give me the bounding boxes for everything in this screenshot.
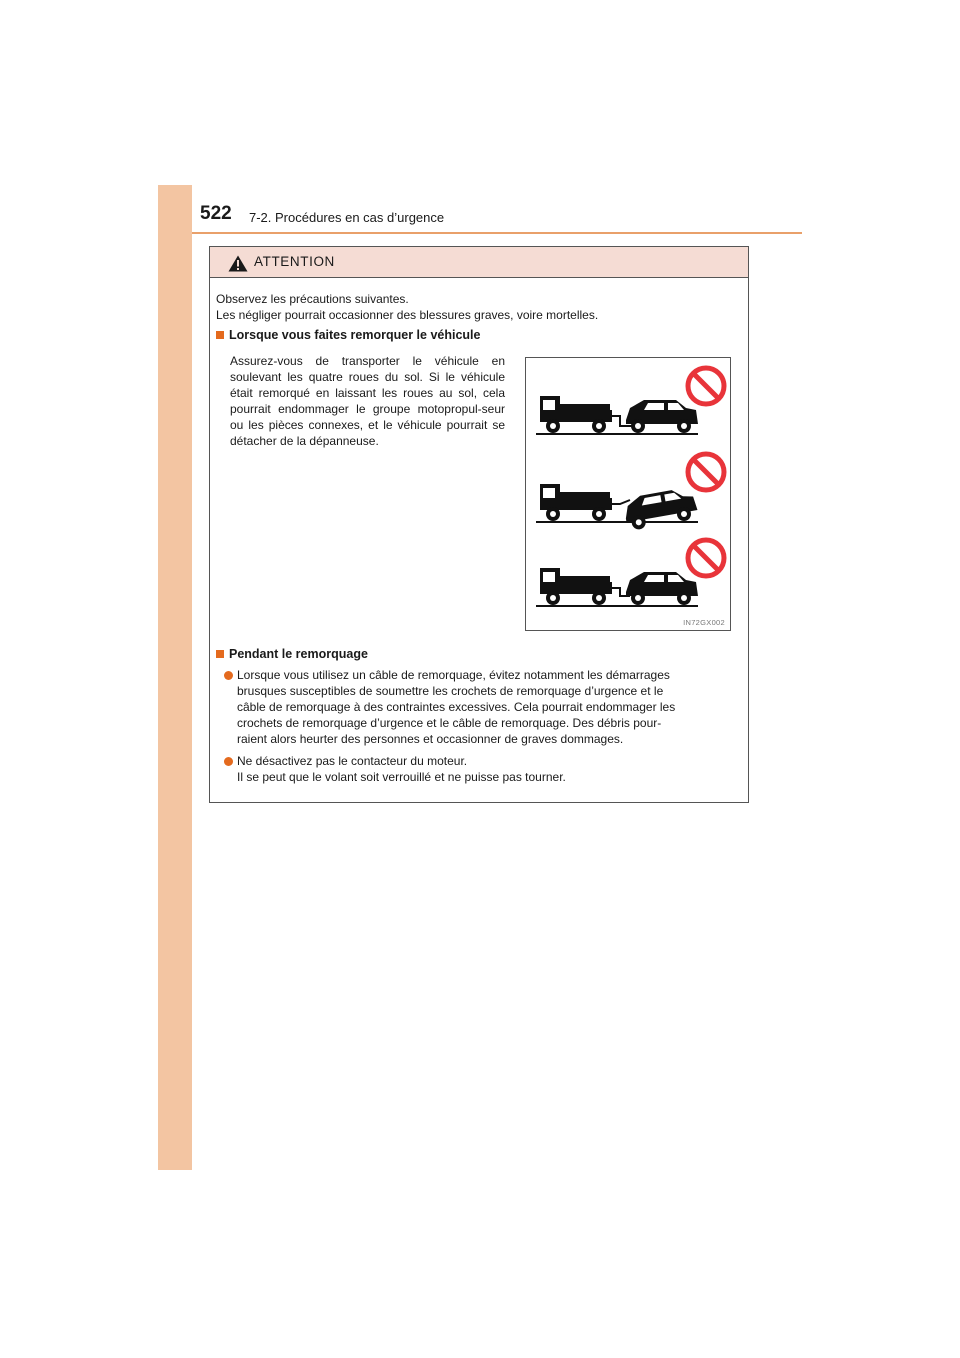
prohibition-icon (688, 454, 724, 490)
side-tab-band (158, 185, 192, 1170)
bullet-text (237, 753, 566, 785)
bullet-line: raient alors heurter des personnes et occasionner de graves dommages. (237, 732, 624, 746)
list-item (224, 667, 675, 747)
tow-scene-front-on-ground (536, 484, 699, 531)
intro-text (216, 291, 598, 323)
bullet-line: Il se peut que le volant soit verrouillé et ne puisse pas tourner. (237, 770, 566, 784)
towing-paragraph: Assurez-vous de transporter le véhicule en soulevant les quatre roues du sol. Si le véhicule était remorqué en laissant les roues au sol, cela pourrait endommager le groupe motopropul-seur ou les pièces connexes, et le véhicule pourrait se détacher de la dépanneuse. (230, 354, 505, 448)
during-towing-heading (216, 647, 368, 661)
intro-line: Les négliger pourrait occasionner des blessures graves, voire mortelles. (216, 308, 599, 322)
warning-triangle-icon (228, 255, 248, 272)
warning-title: ATTENTION (254, 254, 335, 269)
towing-illustration (525, 357, 731, 631)
circle-bullet-icon (224, 671, 233, 680)
during-towing-heading-label: Pendant le remorquage (229, 647, 368, 661)
bullet-text (237, 667, 675, 747)
page-number: 522 (200, 203, 232, 224)
towing-heading-label: Lorsque vous faites remorquer le véhicule (229, 328, 481, 342)
bullet-line: câble de remorquage à des contraintes excessives. Cela pourrait endommager les (237, 700, 676, 714)
intro-line: Observez les précautions suivantes. (216, 292, 409, 306)
square-bullet-icon (216, 650, 224, 658)
section-title: 7-2. Procédures en cas d’urgence (249, 210, 445, 225)
figure-code: IN72GX002 (683, 618, 725, 627)
towing-heading (216, 328, 480, 342)
warning-header (210, 247, 748, 278)
header-rule (192, 232, 802, 234)
bullet-line: Lorsque vous utilisez un câble de remorquage, évitez notamment les démarrages (237, 668, 670, 682)
bullet-line: crochets de remorquage d’urgence et le câble de remorquage. Des débris pour- (237, 716, 662, 730)
prohibition-icon (688, 368, 724, 404)
bullet-line: Ne désactivez pas le contacteur du moteur. (237, 754, 468, 768)
tow-scene-wheels-on-ground (536, 396, 698, 434)
tow-scene-rear-on-ground (536, 568, 698, 606)
warning-box (209, 246, 749, 803)
towing-diagrams (526, 358, 730, 630)
circle-bullet-icon (224, 757, 233, 766)
square-bullet-icon (216, 331, 224, 339)
list-item (224, 753, 566, 785)
bullet-line: brusques susceptibles de soumettre les crochets de remorquage d’urgence et le (237, 684, 664, 698)
prohibition-icon (688, 540, 724, 576)
